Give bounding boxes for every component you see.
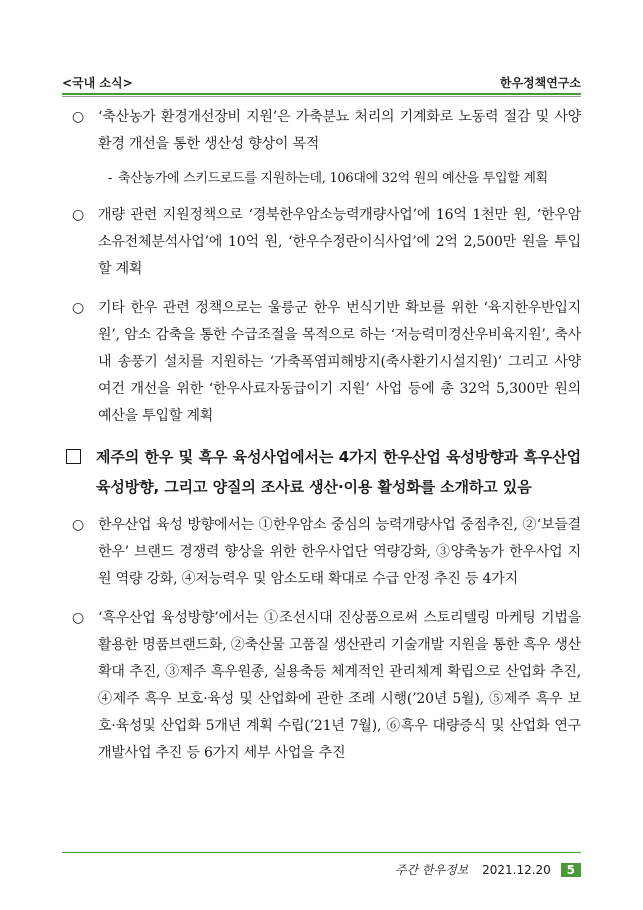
bullet-text: ‘축산농가 환경개선장비 지원’은 가축분뇨 처리의 기계화로 노동력 절감 및 사양환경 개선을 통한 생산성 향상이 목적 (98, 109, 581, 152)
publisher-name: 한우정책연구소 (499, 76, 581, 90)
sub-text: 축산농가에 스키드로드를 지원하는데, 106대에 32억 원의 예산을 투입할 계획 (118, 171, 548, 186)
bullet-text: ‘흑우산업 육성방향’에서는 ①조선시대 진상품으로써 스토리텔링 마케팅 기법을 활용한 명품브랜드화, ②축산물 고품질 생산관리 기술개발 지원을 통한 흑우 생산확대 추진, ③제주 흑우원종, 실용축등 체계적인 관리체계 확립으로 산업화 추진, ④제주 흑우 보호·육성 및 산업화에 관한 조례 시행(’20년 5월), ⑤제주 흑우 보호·육성및 산업화 5개년 계획 수립(’21년 7월), ⑥흑우 대량증식 및 산업화 연구개발사업 추진 등 6가지 세부 사업을 추진 (98, 610, 581, 761)
section-tag: <국내 소식> (62, 76, 133, 90)
circle-bullet-icon: ○ (72, 300, 85, 316)
circle-bullet-icon: ○ (72, 207, 85, 223)
header-rule (62, 93, 581, 95)
bullet-text: 개량 관련 지원정책으로 ‘경북한우암소능력개량사업’에 16억 1천만 원, ‘한우암소유전체분석사업’에 10억 원, ‘한우수정란이식사업’에 2억 2,500만 원을 투입할 계획 (98, 207, 581, 277)
page-header (62, 74, 581, 94)
publication-title: 주간 한우정보 (394, 863, 469, 877)
footer-rule (62, 852, 581, 853)
section-heading (62, 442, 581, 502)
section-text: 제주의 한우 및 흑우 육성사업에서는 4가지 한우산업 육성방향과 흑우산업 육성방향, 그리고 양질의 조사료 생산·이용 활성화를 소개하고 있음 (96, 448, 581, 496)
bullet-item (62, 104, 581, 158)
issue-date: 2021.12.20 (482, 863, 551, 877)
sub-item (62, 168, 581, 190)
dash-bullet: - (108, 171, 113, 186)
header-rule-thin (62, 96, 581, 97)
bullet-item (62, 295, 581, 430)
page-footer (395, 861, 581, 879)
circle-bullet-icon: ○ (72, 517, 85, 533)
square-bullet-icon (66, 449, 81, 464)
circle-bullet-icon: ○ (72, 610, 85, 626)
page-number: 5 (561, 863, 581, 877)
bullet-item (62, 202, 581, 283)
page-body (62, 104, 581, 779)
bullet-item (62, 605, 581, 767)
bullet-item (62, 512, 581, 593)
bullet-text: 한우산업 육성 방향에서는 ①한우암소 중심의 능력개량사업 중점추진, ②‘보들결한우’ 브랜드 경쟁력 향상을 위한 한우사업단 역량강화, ③양축농가 한우사업 지원 역량 강화, ④저능력우 및 암소도태 확대로 수급 안정 추진 등 4가지 (98, 517, 581, 587)
bullet-text: 기타 한우 관련 정책으로는 울릉군 한우 번식기반 확보를 위한 ‘육지한우반입지원’, 암소 감축을 통한 수급조절을 목적으로 하는 ‘저능력미경산우비육지원’, 축사 내 송풍기 설치를 지원하는 ‘가축폭염피해방지(축사환기시설지원)’ 그리고 사양 여건 개선을 위한 ‘한우사료자동급이기 지원’ 사업 등에 총 32억 5,300만 원의 예산을 투입할 계획 (98, 300, 581, 424)
circle-bullet-icon: ○ (72, 109, 85, 125)
